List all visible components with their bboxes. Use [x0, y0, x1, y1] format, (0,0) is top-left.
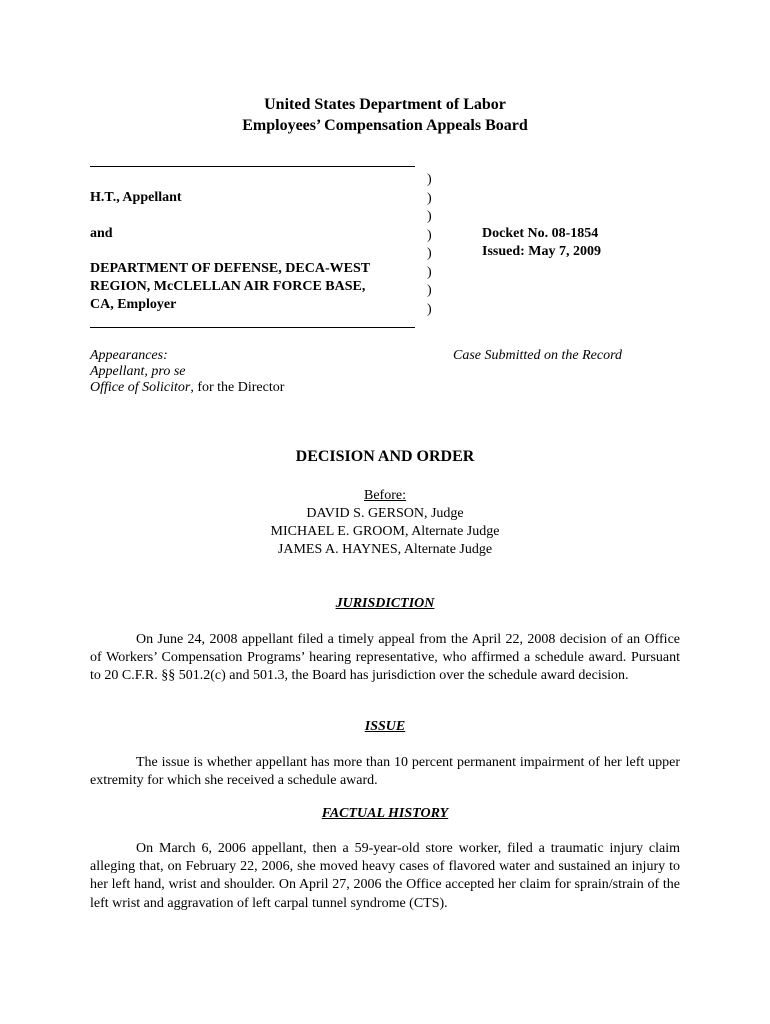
factual-history-paragraph: On March 6, 2006 appellant, then a 59-year-old store worker, filed a traumatic injury claim alleging that, on February 22, 2006, she moved heavy cases of flavored water and sustained an injury to her left hand, wrist and shoulder. On April 27, 2006 the Office accepted her claim for sprain/strain of the left wrist and aggravation of left carpal tunnel syndrome (CTS).	[90, 841, 680, 911]
judge-1: DAVID S. GERSON, Judge	[306, 506, 464, 521]
appellant-name: H.T., Appellant	[90, 190, 182, 205]
jurisdiction-heading: JURISDICTION	[335, 596, 435, 611]
caption-paren-column: ) ) ) ) ) ) ) )	[427, 172, 432, 317]
solicitor-director: , for the Director	[190, 380, 285, 395]
solicitor-office: Office of Solicitor	[90, 380, 191, 395]
issue-paragraph: The issue is whether appellant has more than 10 percent permanent impairment of her left upper extremity for which she received a schedule award.	[90, 755, 680, 789]
board-name: Employees’ Compensation Appeals Board	[242, 117, 528, 134]
employer-line-1: DEPARTMENT OF DEFENSE, DECA-WEST	[90, 261, 371, 276]
caption-top-rule	[90, 166, 415, 167]
caption-bottom-rule	[90, 327, 415, 328]
case-submitted-note: Case Submitted on the Record	[453, 348, 623, 363]
agency-name: United States Department of Labor	[264, 96, 506, 113]
judge-3: JAMES A. HAYNES, Alternate Judge	[277, 542, 493, 557]
before-label: Before:	[364, 488, 406, 503]
caption-and: and	[90, 226, 113, 241]
appellant-appearance: Appellant, pro se	[90, 364, 186, 379]
decision-title: DECISION AND ORDER	[295, 448, 475, 465]
issued-date: Issued: May 7, 2009	[482, 244, 602, 259]
appearances-label: Appearances:	[90, 348, 168, 363]
jurisdiction-paragraph: On June 24, 2008 appellant filed a timely appeal from the April 22, 2008 decision of an Office of Workers’ Compensation Programs’ hearing representative, who affirmed a schedule award. Pursuant to 20 C.F.R. §§ 501.2(c) and 501.3, the Board has jurisdiction over the schedule award decision.	[90, 632, 680, 684]
issue-heading: ISSUE	[364, 719, 406, 734]
docket-number: Docket No. 08-1854	[482, 226, 599, 241]
employer-line-2: REGION, McCLELLAN AIR FORCE BASE,	[90, 279, 366, 294]
employer-line-3: CA, Employer	[90, 297, 177, 312]
judge-2: MICHAEL E. GROOM, Alternate Judge	[270, 524, 500, 539]
solicitor-appearance	[90, 380, 284, 397]
factual-history-heading: FACTUAL HISTORY	[321, 806, 449, 821]
